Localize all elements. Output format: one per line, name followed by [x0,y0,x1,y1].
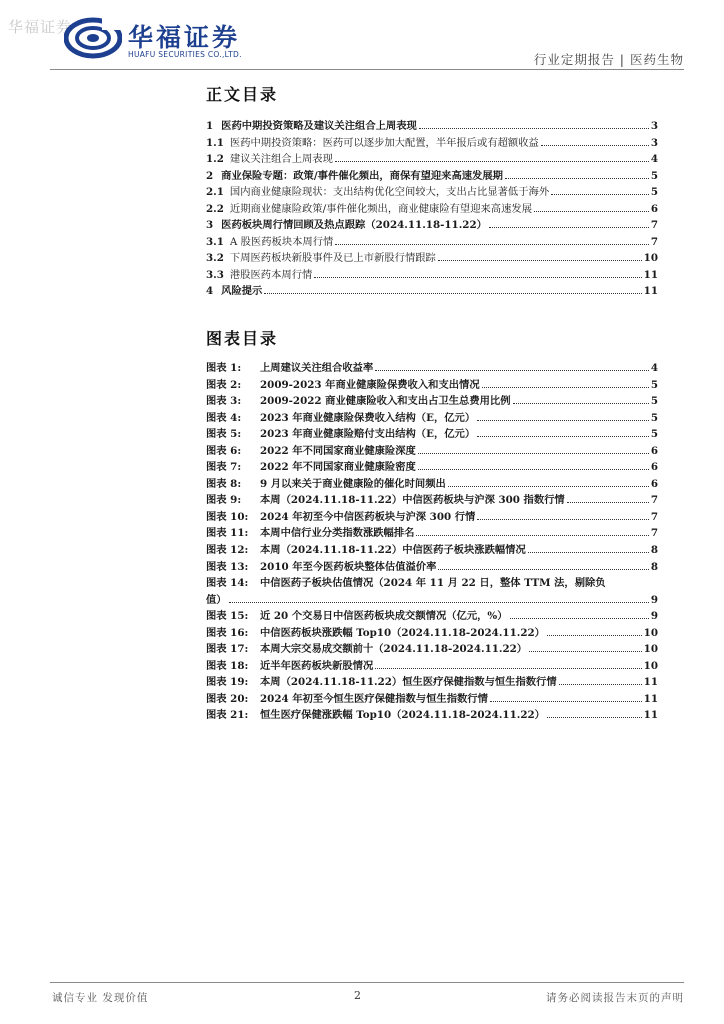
toc-entry-page: 11 [643,268,658,281]
toc-entry-title: 医药板块周行情回顾及热点跟踪（2024.11.18-11.22） [221,219,487,232]
figure-dot-leader [477,519,648,520]
toc-entry-number: 2.2 [206,202,224,215]
toc-dot-leader [505,178,649,179]
toc-entry-number: 2 [206,169,214,182]
figure-entry-title: 2023 年商业健康险保费收入结构（E，亿元） [260,411,476,424]
figure-dot-leader [438,569,648,570]
toc-entry-page: 7 [650,235,658,248]
toc-entry-title: 近期商业健康险政策/事件催化频出，商业健康险有望迎来高速发展 [229,202,532,215]
figure-entry-label: 图表 16: [206,626,249,639]
toc-entry-title: 建议关注组合上周表现 [229,153,333,166]
toc-entry-number: 3.3 [206,268,224,281]
toc-dot-leader [541,145,649,146]
figure-entry-label: 图表 1: [206,362,242,374]
figure-entry-title: 9 月以来关于商业健康险的催化时间频出 [260,477,446,490]
toc-entry[interactable] [206,249,658,266]
figure-dot-leader [529,651,642,652]
figure-dot-leader [418,453,649,454]
figure-entry-label: 图表 8: [206,477,242,490]
figure-dot-leader [416,535,648,536]
figure-entry-line [206,575,658,592]
toc-entry[interactable] [206,216,658,233]
toc-entry[interactable] [206,266,658,283]
figure-entry[interactable] [206,559,658,576]
figure-entry[interactable] [206,608,658,625]
figure-entry-page: 4 [650,362,658,374]
figure-entry-label: 图表 6: [206,444,242,457]
figure-entry-page: 8 [650,560,658,573]
figure-entry-title: 恒生医疗保健涨跌幅 Top10（2024.11.18-2024.11.22） [260,709,545,722]
toc-dot-leader [335,161,649,162]
figure-entry-page: 11 [643,709,658,722]
toc-entry-page: 5 [650,186,658,199]
figure-entry-page: 7 [650,527,658,540]
toc-entry[interactable] [206,183,658,200]
figure-entry-page: 10 [643,643,658,656]
company-logo [64,14,274,62]
figure-entry[interactable] [206,443,658,460]
toc-entry-title: 医药中期投资策略及建议关注组合上周表现 [221,120,417,132]
logo-swirl-icon [64,16,122,60]
toc-entry-title: 港股医药本周行情 [229,268,313,281]
figure-entry-title: 中信医药子板块估值情况（2024 年 11 月 22 日，整体 TTM 法，剔除负 [260,577,606,590]
toc-dot-leader [314,277,641,278]
toc-entry[interactable] [206,233,658,250]
figure-entry[interactable] [206,575,658,608]
figure-entry-title: 2009-2023 年商业健康险保费收入和支出情况 [260,378,480,391]
toc-entry-number: 3.1 [206,235,224,248]
figure-entry[interactable] [206,691,658,708]
figure-entry-page: 6 [650,477,658,490]
figure-entry[interactable] [206,476,658,493]
figure-dot-leader [490,701,642,702]
toc-entry-number: 1.2 [206,153,224,166]
figure-entry[interactable] [206,360,658,377]
toc-entry-page: 5 [650,169,658,182]
figure-entry-title: 近 20 个交易日中信医药板块成交额情况（亿元，%） [260,610,508,623]
figure-entry-page: 5 [650,428,658,441]
figure-entry-label: 图表 2: [206,378,242,391]
figure-entry[interactable] [206,410,658,427]
figure-entry-page: 5 [650,411,658,424]
figure-entry-page: 8 [650,544,658,557]
page-number: 2 [354,989,361,1002]
toc-dot-leader [489,227,649,228]
figure-entry[interactable] [206,674,658,691]
figure-dot-leader [547,635,642,636]
figure-dot-leader [477,420,649,421]
toc-entry-page: 10 [643,252,658,265]
logo-english-name: HUAFU SECURITIES CO.,LTD. [128,50,242,59]
document-type: 行业定期报告 | 医药生物 [533,52,684,67]
toc-entry-number: 4 [206,285,214,298]
figure-entry[interactable] [206,492,658,509]
toc-entry[interactable] [206,282,658,299]
toc-entry-title: 医药中期投资策略：医药可以逐步加大配置，半年报后或有超额收益 [229,136,539,149]
watermark: 华福证券 [8,18,73,36]
figure-entry[interactable] [206,658,658,675]
footer-slogan: 诚信专业 发现价值 [52,992,149,1004]
figure-entry-label: 图表 7: [206,461,242,474]
toc-dot-leader [419,128,649,129]
figure-entry-page: 5 [650,395,658,408]
toc-entry[interactable] [206,134,658,151]
figure-dot-leader [229,602,649,603]
figure-entry[interactable] [206,625,658,642]
figure-entry-label: 图表 4: [206,411,242,424]
toc-entry-number: 2.1 [206,186,224,199]
figure-entry-page: 6 [650,461,658,474]
figure-entry-title: 本周（2024.11.18-11.22）中信医药板块与沪深 300 指数行情 [260,494,565,507]
figure-dot-leader [477,436,649,437]
figure-entry-page: 11 [643,692,658,705]
toc-dot-leader [551,194,649,195]
figure-dot-leader [559,684,642,685]
figure-entry-page: 6 [650,444,658,457]
figure-entry-page: 5 [650,378,658,391]
figure-entry-label: 图表 18: [206,659,249,672]
figure-entry-title: 本周大宗交易成交额前十（2024.11.18-2024.11.22） [260,643,528,656]
toc-entry[interactable] [206,200,658,217]
figure-dot-leader [418,469,649,470]
figure-entry-label: 图表 13: [206,560,249,573]
figure-entry-title: 2010 年至今医药板块整体估值溢价率 [260,560,437,573]
header-divider [50,69,684,70]
toc-entry[interactable] [206,167,658,184]
figure-entry-page: 10 [643,626,658,639]
figure-entry[interactable] [206,393,658,410]
figure-entry-line [206,592,658,609]
footer-disclaimer: 请务必阅读报告末页的声明 [546,992,684,1004]
toc-entry-title: 国内商业健康险现状：支出结构优化空间较大，支出占比显著低于海外 [229,186,550,199]
figure-entry-label: 图表 19: [206,676,249,689]
toc-entry-number: 1 [206,120,214,132]
figure-entry-page: 10 [643,659,658,672]
figure-entry[interactable] [206,459,658,476]
toc-heading: 正文目录 [206,85,279,104]
toc-entry-title: A 股医药板块本周行情 [229,235,334,248]
figure-entry-label: 图表 9: [206,494,242,507]
figure-entry[interactable] [206,377,658,394]
toc-entry[interactable] [206,117,658,134]
figure-entry-label: 图表 5: [206,428,242,441]
toc-entry-title: 商业保险专题：政策/事件催化频出，商保有望迎来高速发展期 [221,169,503,182]
figure-dot-leader [448,486,649,487]
toc-entry-number: 3.2 [206,252,224,265]
figure-entry-label: 图表 21: [206,709,249,722]
figure-entry-label: 图表 15: [206,610,249,623]
figure-entry-title: 近半年医药板块新股情况 [260,659,374,672]
figure-dot-leader [567,502,649,503]
figure-entry-title: 中信医药板块涨跌幅 Top10（2024.11.18-2024.11.22） [260,626,545,639]
toc-entry-title: 下周医药板块新股事件及已上市新股行情跟踪 [229,252,436,265]
figure-dot-leader [375,370,649,371]
figure-entry-title: 2024 年初至今恒生医疗保健指数与恒生指数行情 [260,692,488,705]
figure-entry[interactable] [206,525,658,542]
toc-dot-leader [438,260,642,261]
toc-dot-leader [534,211,649,212]
toc-entry-page: 7 [650,219,658,232]
figure-list [206,360,658,724]
figure-entry-label: 图表 14: [206,577,249,590]
toc-entry-page: 3 [650,136,658,149]
figure-dot-leader [547,717,642,718]
figure-entry[interactable] [206,426,658,443]
figure-dot-leader [510,618,649,619]
toc-entry-title: 风险提示 [221,285,263,298]
figure-entry-title: 2022 年不同国家商业健康险密度 [260,461,416,474]
figure-entry-title-continued: 值） [206,593,227,606]
toc-entry[interactable] [206,150,658,167]
figure-entry-title: 上周建议关注组合收益率 [260,362,374,374]
footer-divider [50,982,684,983]
figure-entry[interactable] [206,641,658,658]
toc-entry-number: 3 [206,219,214,232]
figure-entry-label: 图表 10: [206,510,249,523]
figure-entry-title: 2023 年商业健康险赔付支出结构（E，亿元） [260,428,476,441]
figure-entry-label: 图表 11: [206,527,249,540]
toc-entry-number: 1.1 [206,136,224,149]
figure-entry-page: 11 [643,676,658,689]
logo-chinese-name: 华福证券 [128,23,241,52]
figure-entry-label: 图表 17: [206,643,249,656]
figure-entry-title: 2024 年初至今中信医药板块与沪深 300 行情 [260,510,476,523]
toc-entry-page: 3 [650,120,658,132]
figure-entry-label: 图表 20: [206,692,249,705]
figure-list-heading: 图表目录 [206,329,279,348]
figure-entry-page: 9 [650,610,658,623]
figure-dot-leader [375,668,641,669]
figure-entry-label: 图表 12: [206,544,249,557]
figure-entry-title: 2009-2022 商业健康险收入和支出占卫生总费用比例 [260,395,511,408]
figure-entry[interactable] [206,707,658,724]
figure-entry-label: 图表 3: [206,395,242,408]
figure-entry-page: 7 [650,494,658,507]
figure-dot-leader [528,552,649,553]
toc-dot-leader [264,293,641,294]
figure-entry-title: 本周中信行业分类指数涨跌幅排名 [260,527,415,540]
figure-entry[interactable] [206,542,658,559]
figure-entry-page: 7 [650,510,658,523]
table-of-contents [206,117,658,299]
figure-entry[interactable] [206,509,658,526]
toc-entry-page: 4 [650,153,658,166]
figure-entry-title: 2022 年不同国家商业健康险深度 [260,444,416,457]
toc-entry-page: 11 [643,285,658,298]
figure-entry-title: 本周（2024.11.18-11.22）恒生医疗保健指数与恒生指数行情 [260,676,557,689]
toc-dot-leader [335,244,649,245]
toc-entry-page: 6 [650,202,658,215]
figure-entry-page: 9 [650,593,658,606]
figure-dot-leader [513,403,649,404]
figure-dot-leader [482,387,649,388]
figure-entry-title: 本周（2024.11.18-11.22）中信医药子板块涨跌幅情况 [260,544,526,557]
